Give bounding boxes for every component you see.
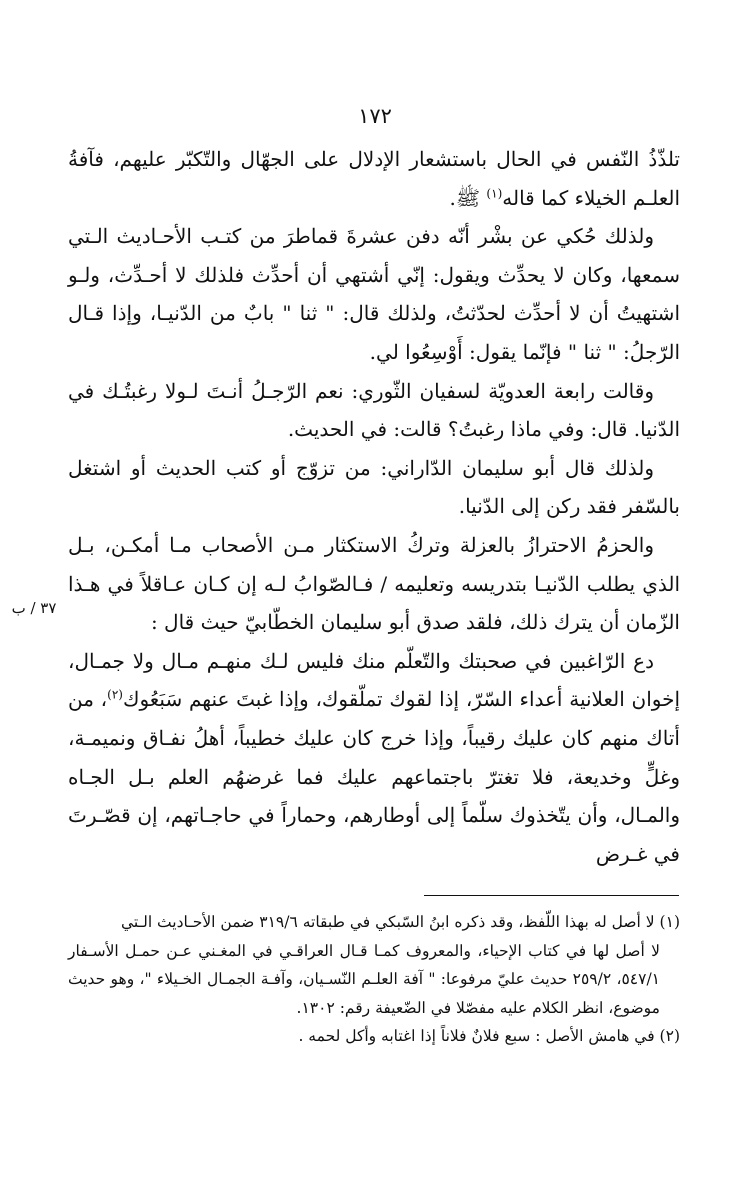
- paragraph-1: [68, 140, 680, 217]
- paragraph-1-end: ﷺ.: [449, 185, 487, 210]
- footnote-ref-2: (٢): [107, 687, 123, 702]
- paragraph-6-end: ، من أتاك منهم كان عليك رقيباً، وإذا خرج كان عليك خطيباً، أهلُ نفـاق ونميمـة، وغلٍّ وخديعة، فلا تغترّ باجتماعهم عليك فما غرضهُم العلم بـل الجـاه والمـال، وأن يتّخذوك سلّماً إلى أوطارهم، وحماراً في حاجـاتهم، إن قصّـرتَ في غـرض: [68, 687, 680, 866]
- paragraph-6-text: دع الرّاغبين في صحبتك والتّعلّم منك فليس لـك منهـم مـال ولا جمـال، إخوان العلانية أعداء السّرّ، إذا لقوك تملّقوك، وإذا غبتَ عنهم سَبَعُوك: [68, 648, 680, 712]
- main-text: [68, 140, 680, 873]
- paragraph-2: ولذلك حُكي عن بشْر أنّه دفن عشرةَ قماطرَ من كتـب الأحـاديث الـتي سمعها، وكان لا يحدِّث ويقول: إنّي أشتهي أن أحدِّث فلذلك لا أحـدِّث، ولـو اشتهيتُ أن لا أحدِّث لحدّثتُ، ولذلك قال: " ثنا " بابٌ من الدّنيـا، وإذا قـال الرّجلُ: " ثنا " فإنّما يقول: أَوْسِعُوا لي.: [68, 224, 680, 364]
- page-number: ١٧٢: [358, 104, 392, 128]
- paragraph-6-quote: [68, 642, 680, 874]
- paragraph-5: والحزمُ الاحترازُ بالعزلة وتركُ الاستكثار مـن الأصحاب مـا أمكـن، بـل الذي يطلب الدّنيـا بتدريسه وتعليمه / فـالصّوابُ لـه إن كـان عـاقلاً في هـذا الزّمان أن يترك ذلك، فلقد صدق أبو سليمان الخطّابيّ حيث قال :: [68, 532, 680, 635]
- footnote-divider: [424, 895, 679, 896]
- footnote-1-continued: لا أصل لها في كتاب الإحياء، والمعروف كمـا قـال العراقـي في المغـني عـن حمـل الأسـفار ٥٤٧/١، ٢٥٩/٢ حديث عليّ مرفوعا: " آفة العلـم النّسـيان، وآفـة الجمـال الخـيلاء "، وهو حديث موضوع، انظر الكلام عليه مفصّلا في الضّعيفة رقم: ١٣٠٢.: [68, 941, 660, 1017]
- manuscript-folio-marker: ٣٧ / ب: [11, 599, 57, 617]
- footnotes: [68, 908, 680, 1051]
- paragraph-3: وقالت رابعة العدويّة لسفيان الثّوري: نعم الرّجـلُ أنـتَ لـولا رغبتُـك في الدّنيا. قال: وفي ماذا رغبتُ؟ قالت: في الحديث.: [68, 378, 680, 442]
- footnote-ref-1: (١): [486, 185, 503, 200]
- footnote-1: (١) لا أصل له بهذا اللّفظ، وقد ذكره ابنُ السّبكي في طبقاته ٣١٩/٦ ضمن الأحـاديث الـتي: [120, 913, 680, 931]
- paragraph-4: ولذلك قال أبو سليمان الدّاراني: من تزوّج أو كتب الحديث أو اشتغل بالسّفر فقد ركن إلى الدّنيا.: [68, 455, 680, 519]
- footnote-2: (٢) في هامش الأصل : سبع فلانٌ فلاناً إذا اغتابه وأكل لحمه .: [298, 1027, 680, 1045]
- paragraph-1-text: تلذّذُ النّفس في الحال باستشعار الإدلال على الجهّال والتّكبّر عليهم، فآفةُ العلـم الخيلاء كما قاله: [68, 147, 681, 210]
